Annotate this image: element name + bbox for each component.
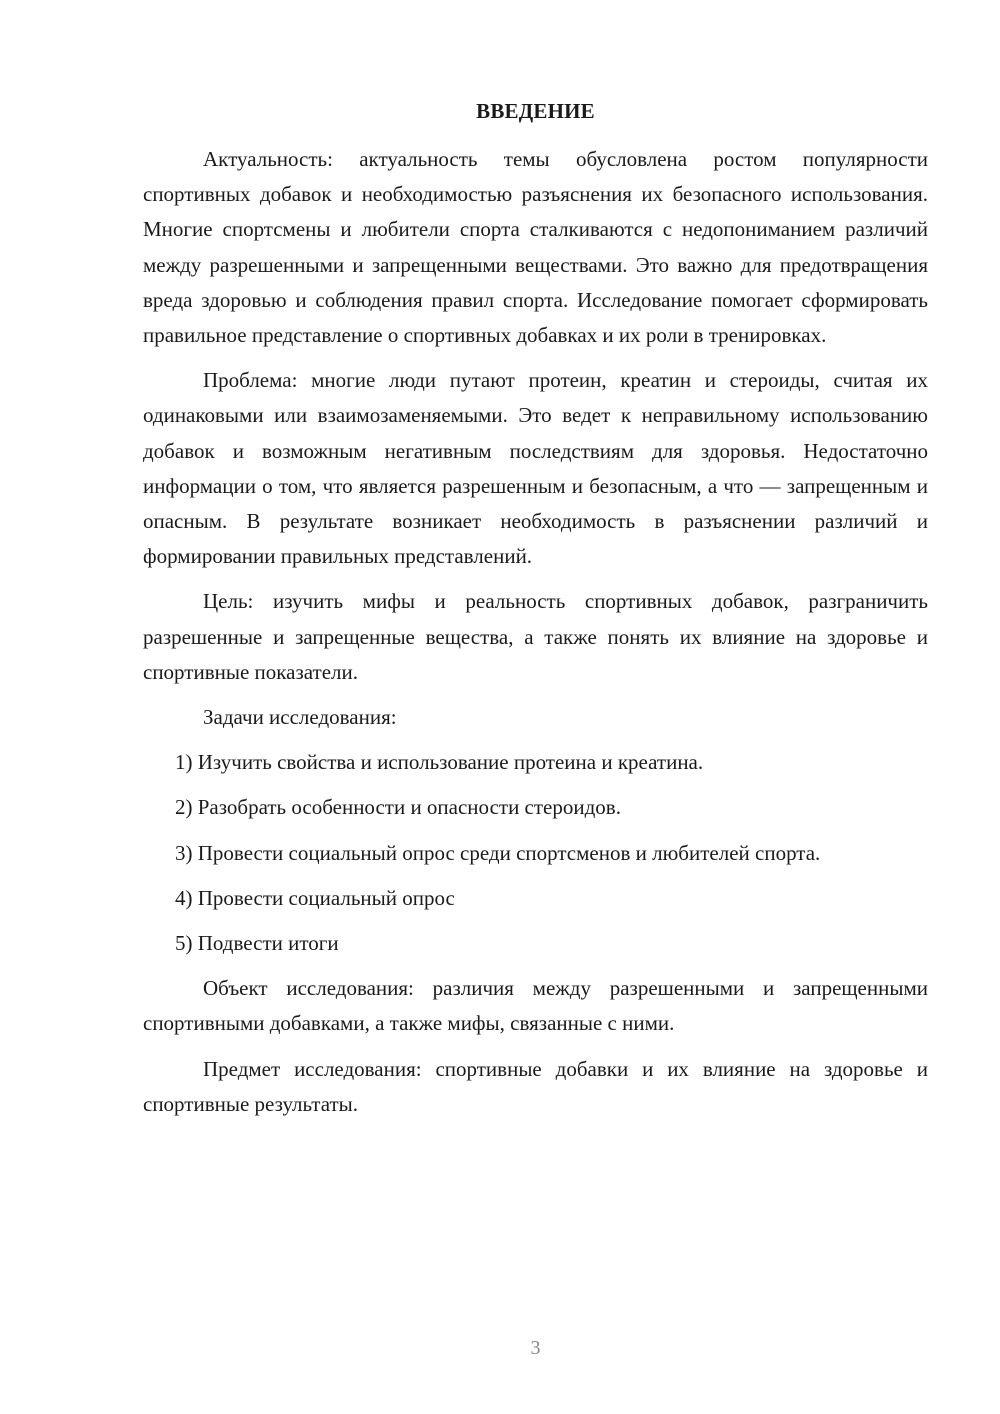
task-item-4: 4) Провести социальный опрос [175, 885, 455, 910]
section-title: ВВЕДЕНИЕ [476, 99, 595, 123]
paragraph-tasks-heading: Задачи исследования: [203, 705, 397, 730]
task-item-3: 3) Провести социальный опрос среди спортсменов и любителей спорта. [175, 840, 821, 865]
task-item-5: 5) Подвести итоги [175, 931, 339, 956]
paragraph-subject: Предмет исследования: спортивные добавки и их влияние на здоровье и спортивные результаты. [143, 1056, 928, 1116]
task-item-1: 1) Изучить свойства и использование протеина и креатина. [175, 750, 704, 775]
paragraph-relevance: Актуальность: актуальность темы обусловлена ростом популярности спортивных добавок и необходимостью разъяснения их безопасного использования. Многие спортсмены и любители спорта сталкиваются с недопониманием различий между разрешенными и запрещенными веществами. Это важно для предотвращения вреда здоровью и соблюдения правил спорта. Исследование помогает сформировать правильное представление о спортивных добавках и их роли в тренировках. [143, 147, 928, 348]
page-number: 3 [530, 1337, 541, 1359]
document-body [143, 142, 928, 1132]
paragraph-goal: Цель: изучить мифы и реальность спортивных добавок, разграничить разрешенные и запрещенные вещества, а также понять их влияние на здоровье и спортивные показатели. [143, 589, 928, 684]
document-page [143, 0, 928, 1414]
task-item-2: 2) Разобрать особенности и опасности стероидов. [175, 795, 621, 820]
paragraph-object: Объект исследования: различия между разрешенными и запрещенными спортивными добавками, а также мифы, связанные с ними. [143, 976, 928, 1036]
paragraph-problem: Проблема: многие люди путают протеин, креатин и стероиды, считая их одинаковыми или взаимозаменяемыми. Это ведет к неправильному использованию добавок и возможным негативным последствиям для здоровья. Недостаточно информации о том, что является разрешенным и безопасным, а что — запрещенным и опасным. В результате возникает необходимость в разъяснении различий и формировании правильных представлений. [143, 368, 928, 569]
